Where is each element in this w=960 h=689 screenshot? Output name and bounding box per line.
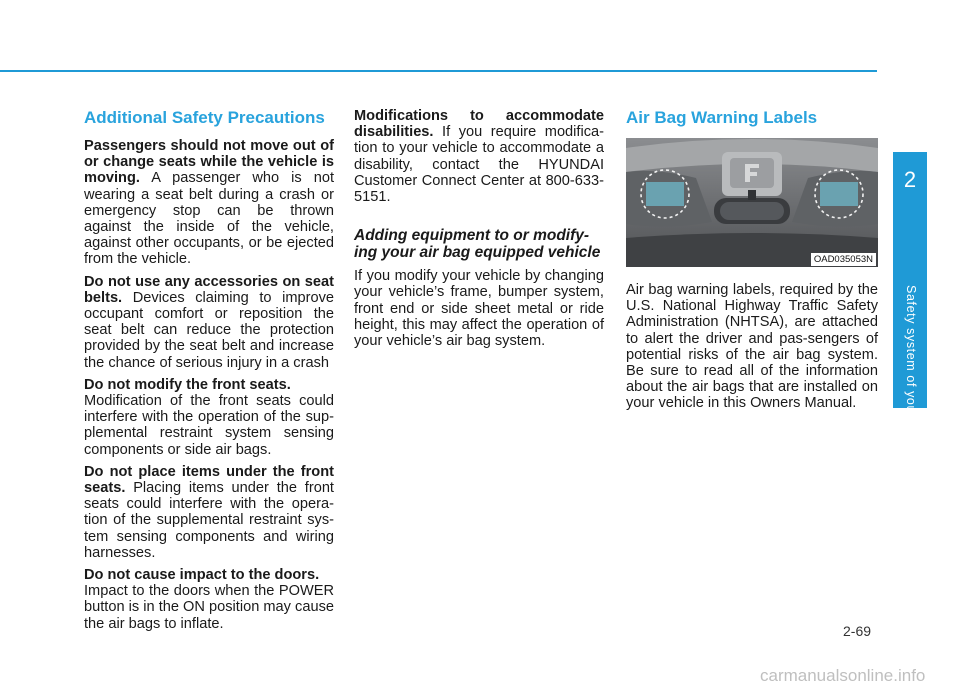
- paragraph-modify-vehicle: If you modify your vehicle by changing your vehicle’s frame, bumper system, front end or side sheet metal or ride height, this may affect the operation of your vehicle’s air bag system.: [354, 268, 604, 350]
- paragraph-air-bag-labels: Air bag warning labels, required by the U.S. National Highway Traffic Safety Administration (NHTSA), are attached to alert the driver and pas-sengers of potential risks of the air bag system. Be sure to read all of the information about the air bags that are installed on your vehicle in this Owners Manual.: [626, 282, 878, 412]
- paragraph-text: A passenger who is not wearing a seat belt during a crash or emergency stop can be thrown against the inside of the vehicle, against other occupants, or be ejected from the vehicle.: [84, 170, 334, 268]
- paragraph-seat-belt-accessories: [84, 274, 334, 371]
- paragraph-text: Devices claiming to improve occupant comfort or reposition the seat belt can reduce the protection provided by the seat belt and increase the chance of serious injury in a crash: [84, 289, 334, 371]
- air-bag-label-photo: [626, 138, 878, 267]
- paragraph-items-under-seats: [84, 464, 334, 561]
- column-middle: [354, 108, 604, 355]
- section-title-additional-safety: Additional Safety Precautions: [84, 108, 325, 127]
- paragraph-disabilities: [354, 108, 604, 205]
- paragraph-move-seats: [84, 138, 334, 268]
- image-code-label: OAD035053N: [811, 253, 876, 266]
- top-rule: [0, 70, 877, 72]
- paragraph-door-impact: [84, 567, 334, 632]
- chapter-number: 2: [903, 167, 917, 192]
- section-title-air-bag-labels: Air Bag Warning Labels: [626, 108, 818, 127]
- bold-lead: Do not cause impact to the doors.: [84, 567, 320, 584]
- bold-lead: Do not use any accessories on seat belts.: [84, 273, 334, 306]
- bold-lead: Do not place items under the front seats.: [84, 463, 334, 497]
- column-left: [84, 108, 334, 638]
- subtitle-adding-equipment: Adding equipment to or modify-ing your air bag equipped vehicle: [354, 227, 601, 262]
- watermark: carmanualsonline.info: [760, 666, 926, 685]
- paragraph-text: Impact to the doors when the POWER button is in the ON position may cause the air bags to inflate.: [84, 583, 334, 632]
- paragraph-text: Modification of the front seats could interfere with the operation of the sup-plemental restraint system sensing components or side air bags.: [84, 393, 334, 458]
- paragraph-text: Placing items under the front seats could interfere with the opera-tion of the supplemental restraint sys-tem sensing components and wiring harnesses.: [84, 480, 334, 561]
- page-number: 2-69: [843, 623, 872, 639]
- bold-lead: Modifications to accommodate disabilities.: [354, 108, 604, 141]
- paragraph-text: If you require modifica-tion to your vehicle to accommodate a disability, contact the HYUNDAI Customer Connect Center at 800-633-5151.: [354, 124, 604, 206]
- bold-lead: Do not modify the front seats.: [84, 376, 291, 393]
- bold-lead: Passengers should not move out of or change seats while the vehicle is moving.: [84, 138, 334, 187]
- chapter-title-text: Safety system of your vehicle: [904, 285, 918, 465]
- column-right: [626, 108, 878, 418]
- sun-visor-illustration: [626, 138, 878, 267]
- chapter-side-tab: [893, 152, 927, 465]
- paragraph-modify-seats: [84, 377, 334, 458]
